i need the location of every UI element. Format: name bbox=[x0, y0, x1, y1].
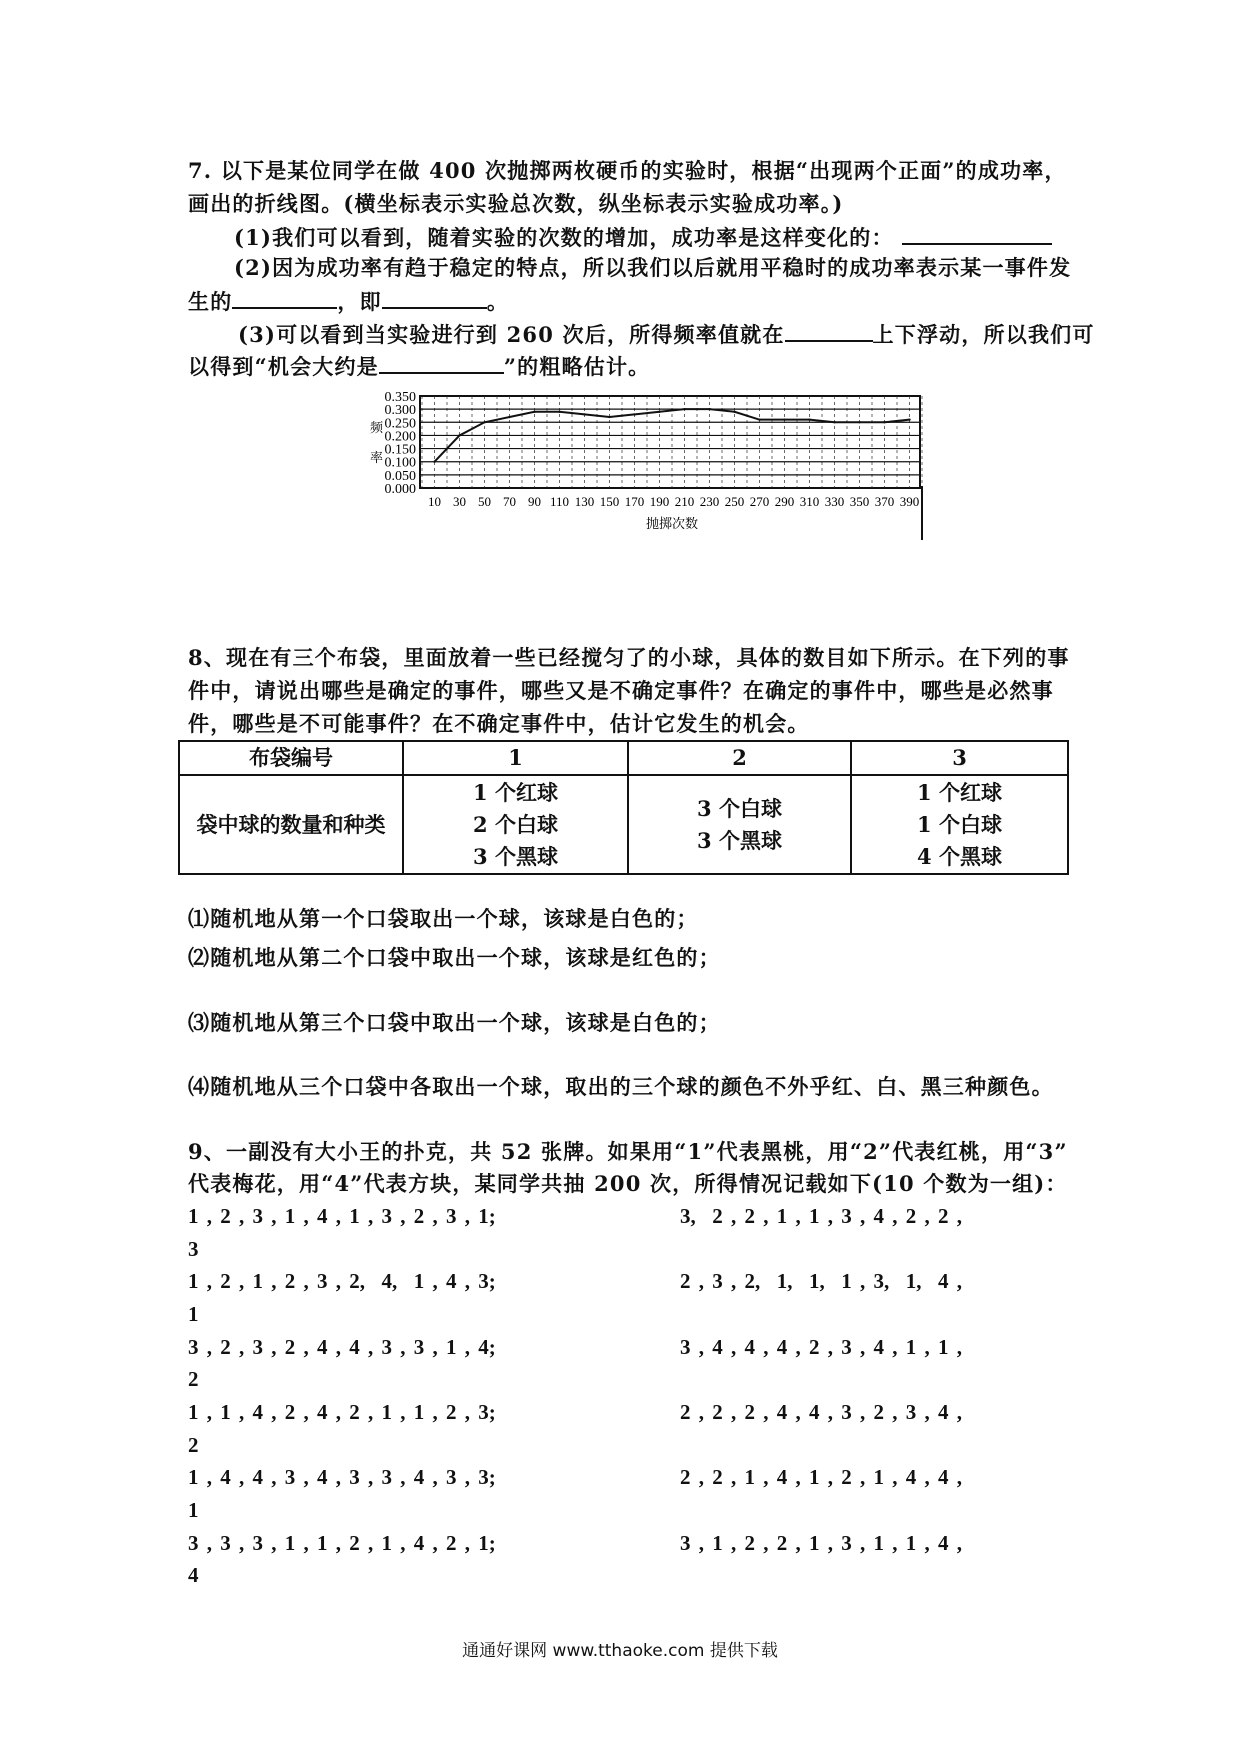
data-point bbox=[583, 413, 585, 415]
q7-part2a: (2)因为成功率有趋于稳定的特点，所以我们以后就用平稳时的成功率表示某一事件发 bbox=[234, 255, 1072, 280]
q8-item3: ⑶随机地从第三个口袋中取出一个球，该球是白色的； bbox=[188, 1010, 721, 1035]
data-point bbox=[883, 421, 885, 423]
y-tick-label: 0.000 bbox=[384, 482, 416, 497]
data-point bbox=[508, 416, 510, 418]
x-tick-label: 90 bbox=[528, 494, 541, 509]
x-tick-label: 250 bbox=[724, 494, 745, 509]
x-tick-label: 130 bbox=[574, 494, 595, 509]
x-tick-label: 330 bbox=[824, 494, 845, 509]
cell-line: 3 个黑球 bbox=[473, 843, 558, 869]
data-point bbox=[908, 418, 910, 420]
record-left: 1 , 4 , 4 , 3 , 4 , 3 , 3 , 4 , 3 , 3; bbox=[188, 1465, 496, 1490]
record-right: 3 , 4 , 4 , 4 , 2 , 3 , 4 , 1 , 1 , bbox=[680, 1334, 962, 1359]
q7-part3c-text: 以得到“机会大约是 bbox=[188, 354, 379, 379]
y-tick-label: 0.350 bbox=[384, 390, 416, 405]
q7-part3d-text: ”的粗略估计。 bbox=[503, 354, 651, 379]
q8-line3: 件，哪些是不可能事件？在不确定事件中，估计它发生的机会。 bbox=[188, 711, 810, 736]
data-point bbox=[433, 461, 435, 463]
q8-line2: 件中，请说出哪些是确定的事件，哪些又是不确定事件？在确定的事件中，哪些是必然事 bbox=[188, 678, 1054, 703]
x-tick-label: 290 bbox=[774, 494, 795, 509]
cell-line: 3 个黑球 bbox=[697, 827, 782, 853]
data-point bbox=[833, 421, 835, 423]
data-point bbox=[558, 411, 560, 413]
record-left: 1 , 2 , 1 , 2 , 3 , 2, 4, 1 , 4 , 3; bbox=[188, 1269, 496, 1294]
record-wrap: 2 bbox=[188, 1432, 199, 1457]
q7-part1-text: (1)我们可以看到，随着实验的次数的增加，成功率是这样变化的： bbox=[234, 225, 894, 250]
data-point bbox=[658, 411, 660, 413]
q8-line1: 8、现在有三个布袋，里面放着一些已经搅匀了的小球，具体的数目如下所示。在下列的事 bbox=[188, 645, 1070, 670]
table-header-row bbox=[179, 741, 1068, 775]
cell-line: 3 个白球 bbox=[697, 795, 782, 821]
x-tick-label: 350 bbox=[849, 494, 870, 509]
cell-line: 4 个黑球 bbox=[917, 843, 1002, 869]
data-point bbox=[733, 411, 735, 413]
record-left: 1 , 2 , 3 , 1 , 4 , 1 , 3 , 2 , 3 , 1; bbox=[188, 1204, 496, 1228]
y-tick-label: 0.300 bbox=[384, 403, 416, 419]
data-point bbox=[608, 416, 610, 418]
record-right: 2 , 3 , 2, 1, 1, 1 , 3, 1, 4 , bbox=[680, 1269, 962, 1294]
x-tick-label: 390 bbox=[899, 494, 920, 509]
q7-part2c-text: ，即 bbox=[337, 289, 382, 314]
record-wrap: 2 bbox=[188, 1367, 199, 1392]
data-point bbox=[783, 418, 785, 420]
record-left: 1 , 1 , 4 , 2 , 4 , 2 , 1 , 1 , 2 , 3; bbox=[188, 1399, 496, 1424]
table-header: 1 bbox=[403, 741, 628, 775]
q7-part2d-text: 。 bbox=[486, 289, 510, 314]
data-point bbox=[683, 408, 685, 410]
y-tick-label: 0.100 bbox=[384, 455, 416, 471]
q7-part3b-text: 上下浮动，所以我们可 bbox=[872, 322, 1095, 347]
record-wrap: 1 bbox=[188, 1497, 199, 1522]
bag-table bbox=[178, 740, 1069, 875]
x-tick-label: 110 bbox=[549, 494, 570, 509]
record-wrap: 4 bbox=[188, 1563, 199, 1588]
x-tick-label: 270 bbox=[749, 494, 770, 509]
record-wrap: 1 bbox=[188, 1301, 199, 1326]
x-tick-label: 210 bbox=[674, 494, 695, 509]
record-wrap: 3 bbox=[188, 1236, 199, 1261]
x-axis-label: 抛掷次数 bbox=[645, 516, 699, 531]
cell-line: 2 个白球 bbox=[473, 811, 558, 837]
frequency-line-chart bbox=[0, 0, 1240, 560]
record-left: 3 , 2 , 3 , 2 , 4 , 4 , 3 , 3 , 1 , 4; bbox=[188, 1334, 496, 1359]
y-axis-label: 频 bbox=[370, 420, 384, 435]
data-point bbox=[633, 413, 635, 415]
x-tick-label: 10 bbox=[428, 494, 441, 509]
q8-item2: ⑵随机地从第二个口袋中取出一个球，该球是红色的； bbox=[188, 945, 721, 970]
table-row bbox=[179, 775, 1068, 874]
x-tick-label: 230 bbox=[699, 494, 720, 509]
data-point bbox=[708, 408, 710, 410]
x-tick-label: 170 bbox=[624, 494, 645, 509]
data-point bbox=[758, 418, 760, 420]
y-tick-label: 0.200 bbox=[384, 429, 416, 445]
data-point bbox=[446, 447, 448, 449]
record-right: 2 , 2 , 1 , 4 , 1 , 2 , 1 , 4 , 4 , bbox=[680, 1465, 962, 1490]
y-tick-label: 0.150 bbox=[384, 442, 416, 458]
q8-item4: ⑷随机地从三个口袋中各取出一个球，取出的三个球的颜色不外乎红、白、黑三种颜色。 bbox=[188, 1074, 1054, 1099]
x-tick-label: 150 bbox=[599, 494, 620, 509]
y-axis-label: 率 bbox=[370, 450, 384, 465]
data-point bbox=[858, 421, 860, 423]
q8-item1: ⑴随机地从第一个口袋取出一个球，该球是白色的； bbox=[188, 906, 699, 931]
x-tick-label: 370 bbox=[874, 494, 895, 509]
table-cell bbox=[628, 775, 851, 874]
q7-line1: 7. 以下是某位同学在做 400 次抛掷两枚硬币的实验时，根据“出现两个正面”的成功率， bbox=[188, 158, 1067, 183]
table-cell: 袋中球的数量和种类 bbox=[179, 775, 403, 874]
x-tick-label: 70 bbox=[503, 494, 516, 509]
q7-part3a-text: (3)可以看到当实验进行到 260 次后，所得频率值就在 bbox=[238, 322, 785, 347]
table-cell bbox=[851, 775, 1068, 874]
record-right: 3 , 1 , 2 , 2 , 1 , 3 , 1 , 1 , 4 , bbox=[680, 1530, 962, 1555]
table-header: 2 bbox=[628, 741, 851, 775]
x-tick-label: 50 bbox=[478, 494, 491, 509]
cell-line: 1 个红球 bbox=[917, 779, 1002, 805]
data-point bbox=[483, 421, 485, 423]
x-tick-label: 310 bbox=[799, 494, 820, 509]
table-header: 3 bbox=[851, 741, 1068, 775]
cell-line: 1 个红球 bbox=[473, 779, 558, 805]
q9-line1: 9、一副没有大小王的扑克，共 52 张牌。如果用“1”代表黑桃，用“2”代表红桃，用“3” bbox=[188, 1139, 1068, 1164]
data-point bbox=[458, 434, 460, 436]
q9-line2: 代表梅花，用“4”代表方块，某同学共抽 200 次，所得情况记载如下(10 个数为一组)： bbox=[188, 1171, 1068, 1196]
table-cell bbox=[403, 775, 628, 874]
record-right: 2 , 2 , 2 , 4 , 4 , 3 , 2 , 3 , 4 , bbox=[680, 1399, 962, 1424]
cell-line: 1 个白球 bbox=[917, 811, 1002, 837]
data-point bbox=[533, 411, 535, 413]
q7-line2: 画出的折线图。(横坐标表示实验总次数，纵坐标表示实验成功率。) bbox=[188, 191, 844, 216]
y-tick-label: 0.250 bbox=[384, 416, 416, 432]
record-right: 3, 2 , 2 , 1 , 1 , 3 , 4 , 2 , 2 , bbox=[680, 1204, 962, 1228]
data-point bbox=[808, 418, 810, 420]
table-header: 布袋编号 bbox=[179, 741, 403, 775]
x-tick-label: 30 bbox=[453, 494, 466, 509]
footer: 通通好课网 www.tthaoke.com 提供下载 bbox=[462, 1641, 778, 1661]
x-tick-label: 190 bbox=[649, 494, 670, 509]
y-tick-label: 0.050 bbox=[384, 468, 416, 484]
record-left: 3 , 3 , 3 , 1 , 1 , 2 , 1 , 4 , 2 , 1; bbox=[188, 1530, 496, 1555]
q7-part2b-text: 生的 bbox=[188, 289, 233, 314]
